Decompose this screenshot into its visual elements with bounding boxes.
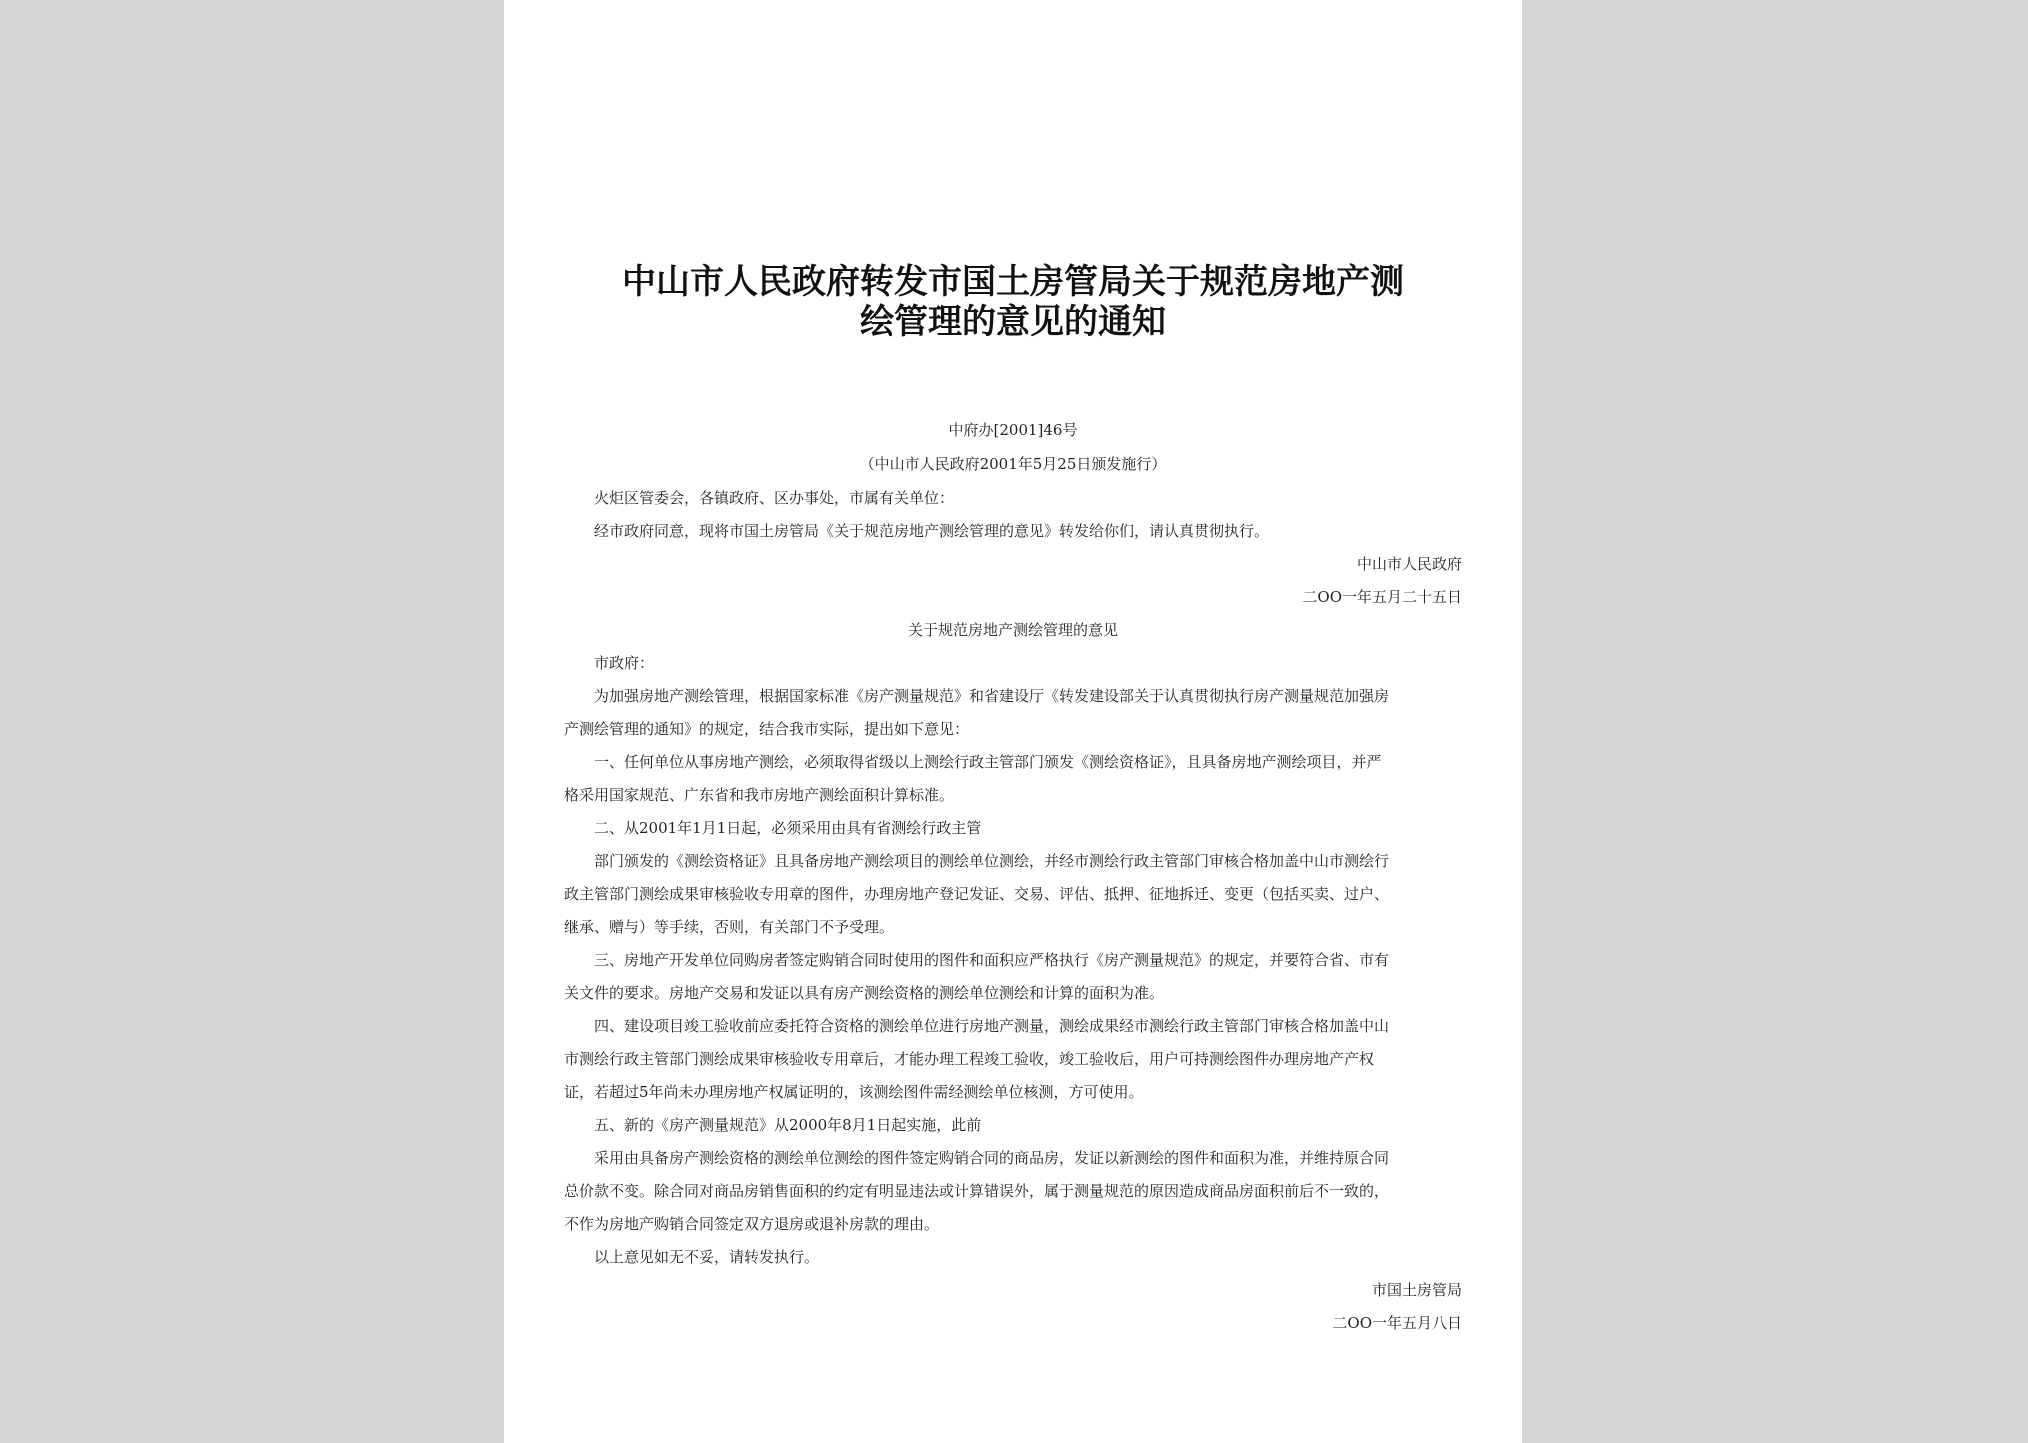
recipient-line: 市政府： — [594, 654, 655, 672]
document-title — [564, 262, 1462, 342]
body-line: 政主管部门测绘成果审核验收专用章的图件，办理房地产登记发证、交易、评估、抵押、征地拆迁、变更（包括买卖、过户、 — [564, 885, 1390, 903]
signature-bureau: 市国土房管局 — [1371, 1281, 1462, 1299]
body-line: 市测绘行政主管部门测绘成果审核验收专用章后，才能办理工程竣工验收，竣工验收后，用户可持测绘图件办理房地产产权 — [564, 1050, 1375, 1068]
body-line: 为加强房地产测绘管理，根据国家标准《房产测量规范》和省建设厅《转发建设部关于认真贯彻执行房产测量规范加强房 — [594, 687, 1390, 705]
body-line: 格采用国家规范、广东省和我市房地产测绘面积计算标准。 — [564, 786, 955, 804]
signature-government: 中山市人民政府 — [1356, 555, 1462, 573]
body-line: 产测绘管理的通知》的规定，结合我市实际，提出如下意见： — [564, 720, 970, 738]
body-line: 三、房地产开发单位同购房者签定购销合同时使用的图件和面积应严格执行《房产测量规范》的规定，并要符合省、市有 — [594, 951, 1390, 969]
body-line: 四、建设项目竣工验收前应委托符合资格的测绘单位进行房地产测量，测绘成果经市测绘行政主管部门审核合格加盖中山 — [594, 1017, 1390, 1035]
intro-paragraph: 经市政府同意，现将市国土房管局《关于规范房地产测绘管理的意见》转发给你们，请认真贯彻执行。 — [594, 522, 1270, 540]
body-line: 以上意见如无不妥，请转发执行。 — [594, 1248, 820, 1266]
opinion-subtitle: 关于规范房地产测绘管理的意见 — [907, 621, 1118, 639]
title-line-2: 绘管理的意见的通知 — [860, 302, 1166, 342]
document-page — [504, 0, 1522, 1443]
addressee: 火炬区管委会，各镇政府、区办事处，市属有关单位： — [594, 489, 955, 507]
date-government: 二OO一年五月二十五日 — [1302, 588, 1462, 606]
title-line-1: 中山市人民政府转发市国土房管局关于规范房地产测 — [622, 262, 1404, 302]
body-line: 二、从2001年1月1日起，必须采用由具有省测绘行政主管 — [594, 819, 982, 837]
body-line: 采用由具备房产测绘资格的测绘单位测绘的图件签定购销合同的商品房，发证以新测绘的图件和面积为准，并维持原合同 — [594, 1149, 1390, 1167]
body-line: 部门颁发的《测绘资格证》且具备房地产测绘项目的测绘单位测绘，并经市测绘行政主管部门审核合格加盖中山市测绘行 — [594, 852, 1390, 870]
document-number: 中府办[2001]46号 — [948, 421, 1078, 439]
body-line: 一、任何单位从事房地产测绘，必须取得省级以上测绘行政主管部门颁发《测绘资格证》，且具备房地产测绘项目，并严 — [594, 753, 1382, 771]
body-line: 证，若超过5年尚未办理房地产权属证明的，该测绘图件需经测绘单位核测，方可使用。 — [564, 1083, 1144, 1101]
body-line: 关文件的要求。房地产交易和发证以具有房产测绘资格的测绘单位测绘和计算的面积为准。 — [564, 984, 1165, 1002]
body-line: 不作为房地产购销合同签定双方退房或退补房款的理由。 — [564, 1215, 940, 1233]
date-bureau: 二OO一年五月八日 — [1332, 1314, 1462, 1332]
issued-note: （中山市人民政府2001年5月25日颁发施行） — [859, 455, 1167, 473]
body-line: 五、新的《房产测量规范》从2000年8月1日起实施，此前 — [594, 1116, 982, 1134]
body-line: 继承、赠与）等手续，否则，有关部门不予受理。 — [564, 918, 895, 936]
body-line: 总价款不变。除合同对商品房销售面积的约定有明显违法或计算错误外，属于测量规范的原因造成商品房面积前后不一致的， — [564, 1182, 1390, 1200]
